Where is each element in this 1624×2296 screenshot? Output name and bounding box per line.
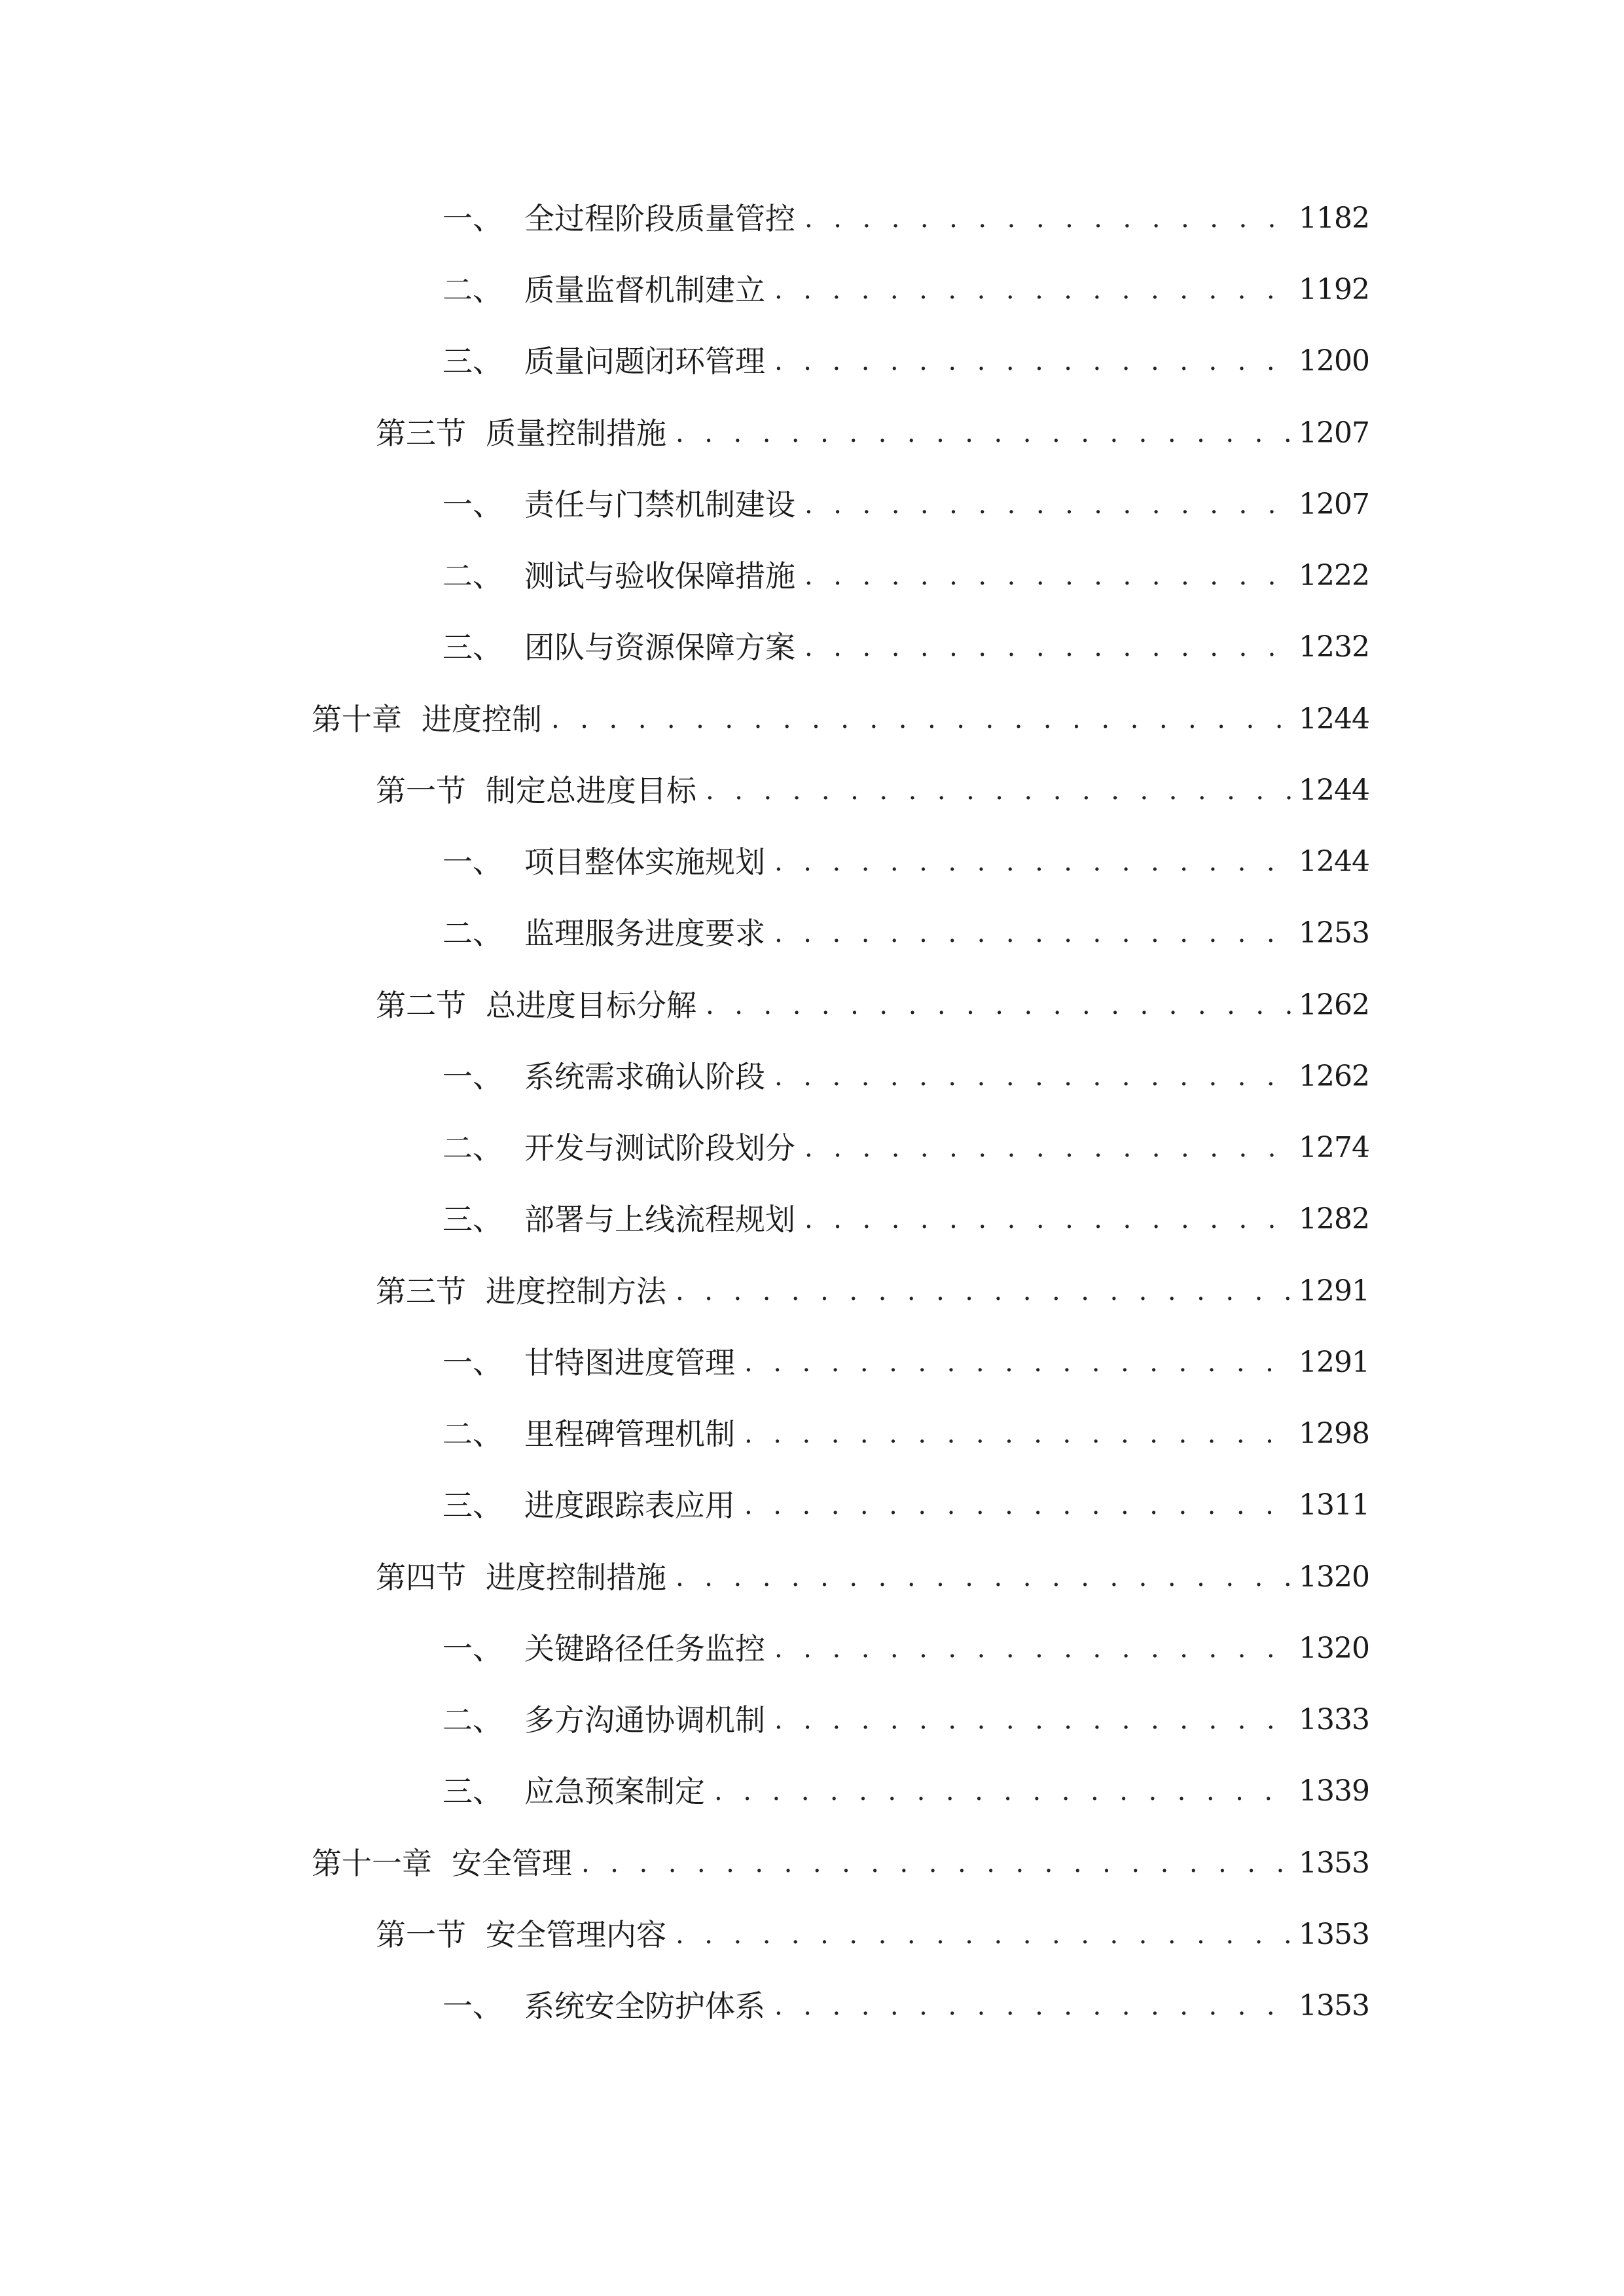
dot-leader bbox=[774, 1623, 1291, 1675]
toc-entry[interactable] bbox=[442, 1623, 1369, 1675]
page-number: 1291 bbox=[1299, 1274, 1369, 1308]
toc-entry[interactable] bbox=[442, 1765, 1369, 1818]
entry-number: 二、 bbox=[442, 1702, 503, 1738]
entry-title: 里程碑管理机制 bbox=[524, 1416, 735, 1452]
dot-leader bbox=[551, 693, 1291, 745]
entry-title: 安全管理 bbox=[452, 1846, 572, 1881]
dot-leader bbox=[774, 836, 1291, 888]
entry-number: 一、 bbox=[442, 201, 503, 236]
entry-title: 系统安全防护体系 bbox=[524, 1988, 765, 2024]
page-number: 1244 bbox=[1299, 774, 1369, 807]
entry-title: 进度控制方法 bbox=[486, 1274, 666, 1309]
dot-leader bbox=[676, 407, 1291, 459]
dot-leader bbox=[804, 1122, 1291, 1174]
entry-title: 开发与测试阶段划分 bbox=[524, 1130, 795, 1166]
dot-leader bbox=[774, 1050, 1291, 1103]
toc-entry[interactable] bbox=[376, 1265, 1369, 1318]
page-number: 1311 bbox=[1299, 1488, 1369, 1522]
toc-entry[interactable] bbox=[376, 1909, 1369, 1961]
toc-entry[interactable] bbox=[442, 1479, 1369, 1532]
toc-entry[interactable] bbox=[442, 836, 1369, 888]
dot-leader bbox=[676, 1551, 1291, 1604]
entry-number: 第一节 bbox=[376, 1917, 466, 1952]
page-number: 1353 bbox=[1299, 1846, 1369, 1880]
page-number: 1320 bbox=[1299, 1560, 1369, 1594]
entry-title: 质量问题闭环管理 bbox=[524, 344, 765, 379]
page-number: 1244 bbox=[1299, 702, 1369, 736]
dot-leader bbox=[804, 1193, 1291, 1246]
entry-number: 第二节 bbox=[376, 988, 466, 1023]
dot-leader bbox=[676, 1909, 1291, 1961]
entry-title: 应急预案制定 bbox=[524, 1774, 705, 1809]
toc-entry[interactable] bbox=[442, 192, 1369, 245]
entry-number: 一、 bbox=[442, 1059, 503, 1094]
entry-number: 一、 bbox=[442, 1988, 503, 2024]
entry-title: 甘特图进度管理 bbox=[524, 1345, 735, 1380]
dot-leader bbox=[774, 1694, 1291, 1746]
entry-number: 一、 bbox=[442, 844, 503, 880]
entry-number: 二、 bbox=[442, 916, 503, 951]
toc-entry[interactable] bbox=[442, 1694, 1369, 1746]
dot-leader bbox=[714, 1765, 1291, 1818]
entry-title: 多方沟通协调机制 bbox=[524, 1702, 765, 1738]
entry-number: 第四节 bbox=[376, 1560, 466, 1595]
page-number: 1200 bbox=[1299, 344, 1369, 378]
page-number: 1182 bbox=[1299, 202, 1369, 235]
dot-leader bbox=[804, 478, 1291, 531]
toc-entry[interactable] bbox=[312, 693, 1369, 745]
dot-leader bbox=[804, 550, 1291, 602]
toc-entry[interactable] bbox=[442, 1122, 1369, 1174]
dot-leader bbox=[804, 192, 1291, 245]
dot-leader bbox=[804, 621, 1291, 673]
entry-title: 项目整体实施规划 bbox=[524, 844, 765, 880]
entry-title: 监理服务进度要求 bbox=[524, 916, 765, 951]
toc-entry[interactable] bbox=[442, 550, 1369, 602]
dot-leader bbox=[744, 1336, 1291, 1389]
entry-number: 三、 bbox=[442, 1774, 503, 1809]
toc-entry[interactable] bbox=[442, 621, 1369, 673]
page-number: 1298 bbox=[1299, 1417, 1369, 1450]
dot-leader bbox=[706, 979, 1291, 1031]
entry-number: 第十章 bbox=[312, 702, 402, 737]
entry-title: 安全管理内容 bbox=[486, 1917, 666, 1952]
page-number: 1262 bbox=[1299, 988, 1369, 1022]
page-number: 1192 bbox=[1299, 273, 1369, 306]
toc-entry[interactable] bbox=[442, 478, 1369, 531]
toc-entry[interactable] bbox=[442, 1050, 1369, 1103]
toc-entry[interactable] bbox=[442, 907, 1369, 960]
entry-number: 二、 bbox=[442, 1130, 503, 1166]
entry-title: 进度跟踪表应用 bbox=[524, 1488, 735, 1523]
entry-number: 三、 bbox=[442, 344, 503, 379]
page-number: 1333 bbox=[1299, 1703, 1369, 1736]
entry-number: 一、 bbox=[442, 487, 503, 522]
entry-title: 进度控制措施 bbox=[486, 1560, 666, 1595]
toc-entry[interactable] bbox=[376, 407, 1369, 459]
dot-leader bbox=[581, 1837, 1291, 1890]
toc-entry[interactable] bbox=[442, 1193, 1369, 1246]
toc-entry[interactable] bbox=[442, 335, 1369, 387]
entry-title: 质量监督机制建立 bbox=[524, 272, 765, 308]
toc-entry[interactable] bbox=[376, 1551, 1369, 1604]
dot-leader bbox=[706, 764, 1291, 817]
toc-entry[interactable] bbox=[442, 1336, 1369, 1389]
entry-number: 第一节 bbox=[376, 773, 466, 808]
entry-number: 二、 bbox=[442, 272, 503, 308]
dot-leader bbox=[774, 1980, 1291, 2032]
entry-number: 第三节 bbox=[376, 1274, 466, 1309]
entry-number: 一、 bbox=[442, 1345, 503, 1380]
entry-title: 团队与资源保障方案 bbox=[524, 630, 795, 665]
dot-leader bbox=[744, 1408, 1291, 1460]
page-number: 1232 bbox=[1299, 630, 1369, 664]
entry-title: 关键路径任务监控 bbox=[524, 1631, 765, 1666]
entry-title: 责任与门禁机制建设 bbox=[524, 487, 795, 522]
entry-number: 三、 bbox=[442, 1488, 503, 1523]
page-number: 1207 bbox=[1299, 416, 1369, 450]
toc-entry[interactable] bbox=[376, 764, 1369, 817]
dot-leader bbox=[676, 1265, 1291, 1318]
dot-leader bbox=[774, 335, 1291, 387]
entry-number: 二、 bbox=[442, 1416, 503, 1452]
entry-title: 部署与上线流程规划 bbox=[524, 1202, 795, 1237]
entry-number: 二、 bbox=[442, 558, 503, 594]
page-number: 1353 bbox=[1299, 1918, 1369, 1951]
entry-title: 系统需求确认阶段 bbox=[524, 1059, 765, 1094]
entry-number: 三、 bbox=[442, 1202, 503, 1237]
page-number: 1282 bbox=[1299, 1202, 1369, 1236]
toc-entry[interactable] bbox=[376, 979, 1369, 1031]
page-number: 1291 bbox=[1299, 1346, 1369, 1379]
entry-title: 制定总进度目标 bbox=[486, 773, 696, 808]
entry-number: 第三节 bbox=[376, 416, 466, 451]
page-number: 1253 bbox=[1299, 916, 1369, 950]
page-number: 1339 bbox=[1299, 1774, 1369, 1808]
entry-number: 一、 bbox=[442, 1631, 503, 1666]
toc-entry[interactable] bbox=[442, 1408, 1369, 1460]
toc-entry[interactable] bbox=[312, 1837, 1369, 1890]
page-number: 1274 bbox=[1299, 1131, 1369, 1164]
page-number: 1320 bbox=[1299, 1632, 1369, 1665]
entry-title: 进度控制 bbox=[422, 702, 542, 737]
toc-entry[interactable] bbox=[442, 1980, 1369, 2032]
entry-number: 三、 bbox=[442, 630, 503, 665]
dot-leader bbox=[744, 1479, 1291, 1532]
entry-title: 测试与验收保障措施 bbox=[524, 558, 795, 594]
page-number: 1207 bbox=[1299, 488, 1369, 521]
page-number: 1222 bbox=[1299, 559, 1369, 592]
entry-title: 全过程阶段质量管控 bbox=[524, 201, 795, 236]
entry-title: 总进度目标分解 bbox=[486, 988, 696, 1023]
page-number: 1244 bbox=[1299, 845, 1369, 878]
dot-leader bbox=[774, 907, 1291, 960]
page-number: 1353 bbox=[1299, 1989, 1369, 2022]
entry-number: 第十一章 bbox=[312, 1846, 432, 1881]
page-number: 1262 bbox=[1299, 1060, 1369, 1093]
entry-title: 质量控制措施 bbox=[486, 416, 666, 451]
dot-leader bbox=[774, 264, 1291, 316]
toc-entry[interactable] bbox=[442, 264, 1369, 316]
